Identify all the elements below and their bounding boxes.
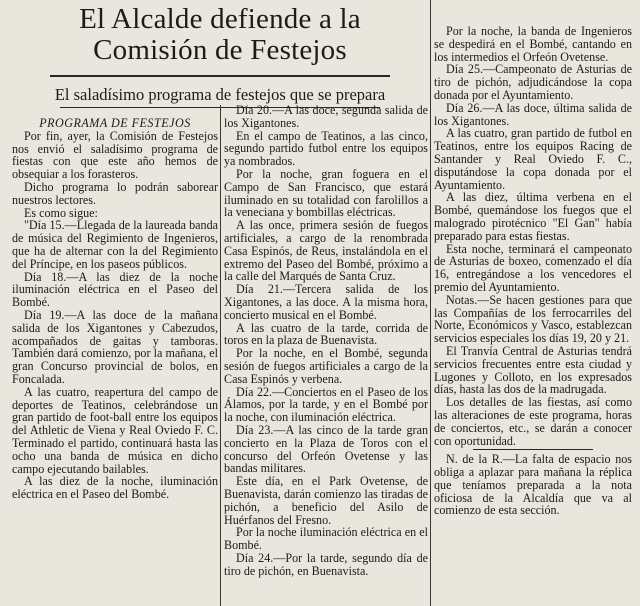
notes-rule xyxy=(473,449,593,450)
paragraph: En el campo de Teatinos, a las cinco, segundo partido futbol entre los equipos ya nombrados. xyxy=(224,128,428,169)
headline-line-2: Comisión de Festejos xyxy=(93,34,347,66)
paragraph: A las once, primera sesión de fuegos artificiales, a cargo de la renombrada Casa Espinós, de Reus, instalándola en el extremo del Paseo del Bombé, próximo a la calle del Marqués de Santa Cruz. xyxy=(224,218,428,284)
paragraph: Día 21.—Tercera salida de los Xigantones, a las doce. A la misma hora, concierto musical en el Bombé. xyxy=(224,282,428,322)
column-2 xyxy=(224,104,428,577)
paragraph: Día 24.—Por la tarde, segundo día de tiro de pichón, en Buenavista. xyxy=(224,550,428,578)
paragraph: A las diez de la noche, iluminación eléctrica en el Paseo del Bombé. xyxy=(12,474,218,502)
paragraph: El Tranvía Central de Asturias tendrá servicios frecuentes entre esta ciudad y Lugones y Colloto, en los expresados días, hasta las dos de la madrugada. xyxy=(434,343,632,397)
subheadline: El saladísimo programa de festejos que se prepara xyxy=(54,85,386,104)
paragraph: Día 26.—A las doce, última salida de los Xigantones. xyxy=(434,100,632,128)
paragraph: Es como sigue: xyxy=(24,205,98,220)
paragraph: Por fin, ayer, la Comisión de Festejos nos envió el saladísimo programa de fiestas con que este año hemos de obsequiar a los forasteros. xyxy=(12,128,218,182)
paragraph: Día 19.—A las doce de la mañana salida de los Xigantones y Cabezudos, acompañados de gaitas y tamboras. También dará comienzo, por la mañana, el gran Concurso provincial de bolos, en Foncalada. xyxy=(12,307,218,386)
paragraph: A las diez, última verbena en el Bombé, quemándose los fuegos que el malogrado pirotécnico "El Gan" había preparado para estas fiestas. xyxy=(434,190,632,243)
headline xyxy=(14,4,426,66)
paragraph: Por la noche, gran foguera en el Campo de San Francisco, que estará iluminado en su totalidad con farolillos a la veneciana y bombillas eléctricas. xyxy=(224,166,428,220)
section-title: PROGRAMA DE FESTEJOS xyxy=(39,116,191,130)
headline-rule xyxy=(50,75,390,77)
paragraph: A las cuatro, reapertura del campo de deportes de Teatinos, celebrándose un gran partido de foot-ball entre los equipos del Athletic de Viena y Real Oviedo F. C. Terminado el partido, continuará hasta las ocho una banda de música en dicho campo ejecutando bailables. xyxy=(12,384,218,476)
paragraph: A las cuatro, gran partido de futbol en Teatinos, entre los equipos Racing de Santander y Real Oviedo F. C., disputándose la copa donada por el Ayuntamiento. xyxy=(434,126,632,192)
paragraph: Los detalles de las fiestas, así como las alteraciones de este programa, horas de conciertos, etc., se darán a conocer con oportunidad. xyxy=(434,395,632,448)
paragraph: Este día, en el Park Ovetense, de Buenavista, darán comienzo las tiradas de pichón, a beneficio del Asilo de Huérfanos del Fresno. xyxy=(224,474,428,527)
paragraph: "Día 15.—Llegada de la laureada banda de música del Regimiento de Ingenieros, que ha de alternar con la del Regimiento del Príncipe, en los paseos públicos. xyxy=(12,218,218,271)
paragraph: Día 18.—A las diez de la noche iluminación eléctrica en el Paseo del Bombé. xyxy=(12,269,218,310)
paragraph: Día 25.—Campeonato de Asturias de tiro de pichón, adjudicándose la copa donada por el Ayuntamiento. xyxy=(434,62,632,102)
column-divider-1 xyxy=(220,105,221,606)
paragraph: Esta noche, terminará el campeonato de Asturias de boxeo, comenzado el día 16, entregándose a los vencedores el premio del Ayuntamiento. xyxy=(434,241,632,294)
headline-line-1: El Alcalde defiende a la xyxy=(79,3,361,35)
paragraph: Día 20.—A las doce, segunda salida de los Xigantones. xyxy=(224,103,428,130)
column-1 xyxy=(12,117,218,501)
paragraph: A las cuatro de la tarde, corrida de toros en la plaza de Buenavista. xyxy=(224,320,428,348)
paragraph: Dicho programa lo podrán saborear nuestros lectores. xyxy=(12,179,218,207)
editor-note: N. de la R.—La falta de espacio nos obliga a aplazar para mañana la réplica que teníamos preparada a la nota oficiosa de la Alcaldía que va al comienzo de esta sección. xyxy=(434,452,632,518)
paragraph: Por la noche iluminación eléctrica en el Bombé. xyxy=(224,525,428,553)
paragraph: Día 23.—A las cinco de la tarde gran concierto en la Plaza de Toros con el concurso del Orfeón Ovetense y las bandas militares. xyxy=(224,422,428,476)
paragraph: Por la noche, en el Bombé, segunda sesión de fuegos artificiales a cargo de la Casa Espinós y verbena. xyxy=(224,346,428,386)
column-divider-2 xyxy=(430,0,431,606)
paragraph: Notas.—Se hacen gestiones para que las Compañías de los ferrocarriles del Norte, Económicos y Vasco, establezcan servicios especiales los días 19, 20 y 21. xyxy=(434,292,632,346)
column-3 xyxy=(434,25,632,517)
paragraph: Día 22.—Conciertos en el Paseo de los Álamos, por la tarde, y en el Bombé por la noche, con iluminación eléctrica. xyxy=(224,384,428,425)
column-1-body xyxy=(12,130,218,501)
paragraph: Por la noche, la banda de Ingenieros se despedirá en el Bombé, cantando en los intermedios el Orfeón Ovetense. xyxy=(434,24,632,64)
